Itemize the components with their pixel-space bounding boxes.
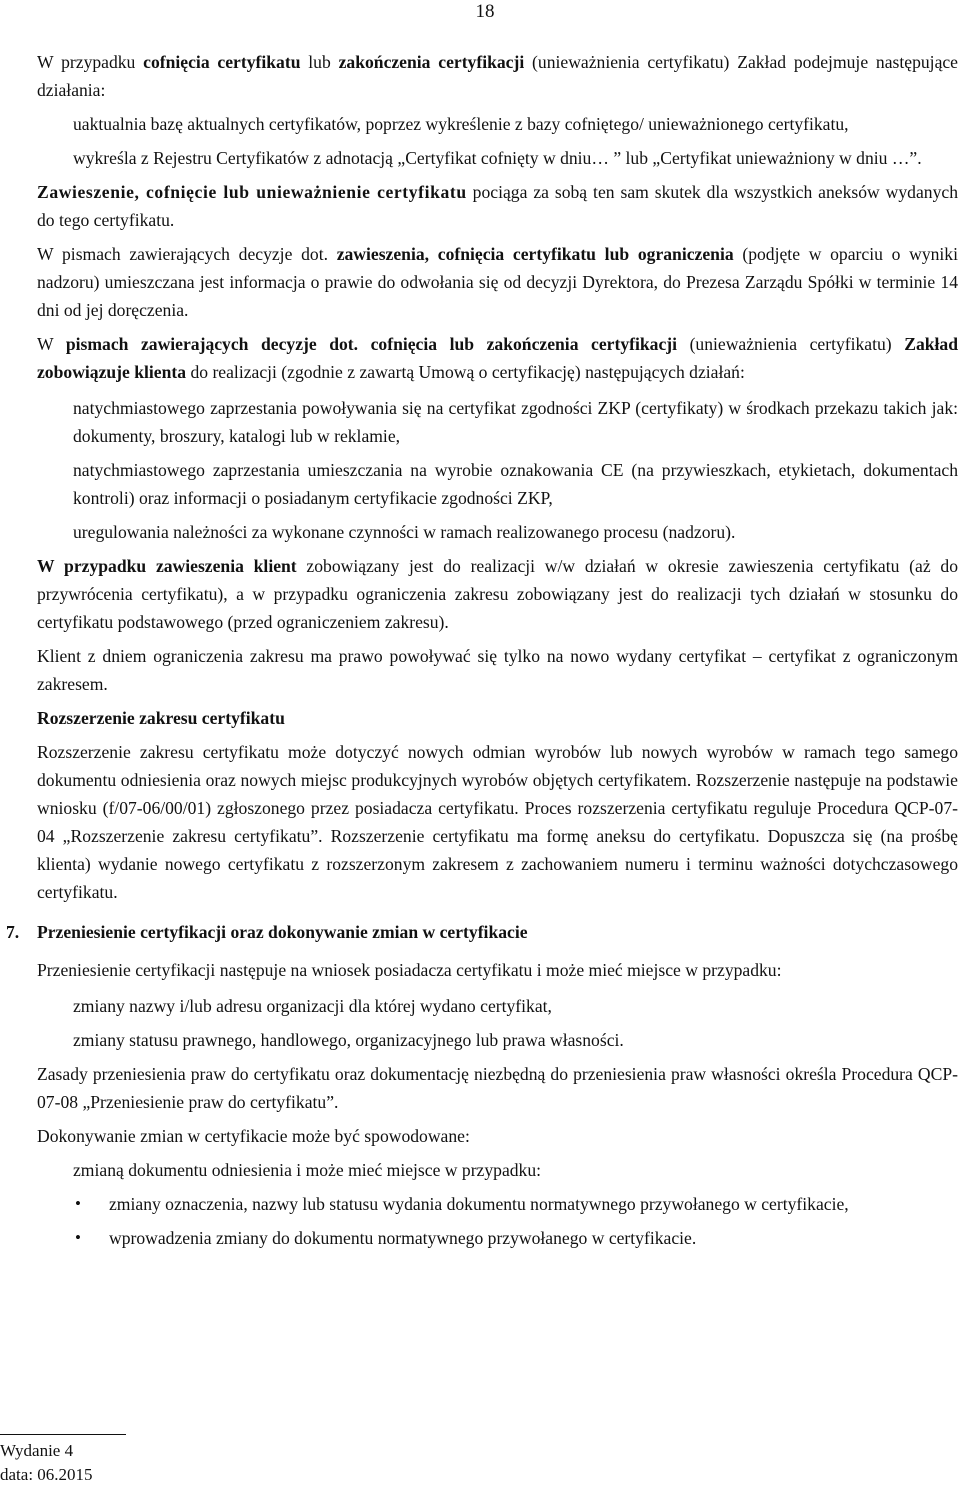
- paragraph-changes-intro: Dokonywanie zmian w certyfikacie może być spowodowane:: [37, 1126, 470, 1146]
- section-number: 7.: [6, 922, 20, 942]
- list-item: uaktualnia bazę aktualnych certyfikatów, poprzez wykreślenie z bazy cofniętego/ unieważnionego certyfikatu,: [73, 114, 849, 134]
- heading-scope-extension: Rozszerzenie zakresu certyfikatu: [37, 708, 285, 728]
- page-number: 18: [475, 1, 495, 22]
- paragraph-transfer-intro: Przeniesienie certyfikacji następuje na wniosek posiadacza certyfikatu i może mieć miejsce w przypadku:: [37, 960, 782, 980]
- list-item: • zmiany oznaczenia, nazwy lub statusu wydania dokumentu normatywnego przywołanego w certyfikacie,: [109, 1190, 958, 1218]
- section-7-heading: [6, 918, 958, 946]
- paragraph-scope-extension: Rozszerzenie zakresu certyfikatu może dotyczyć nowych odmian wyrobów lub nowych wyrobów w ramach tego samego dokumentu odniesienia oraz nowych miejsc produkcyjnych wyrobów objętych certyfikatem. Rozszerzenie następuje na podstawie wniosku (f/07-06/00/01) zgłoszonego przez posiadacza certyfikatu. Proces rozszerzenia certyfikatu reguluje Procedura QCP-07-04 „Rozszerzenie zakresu certyfikatu”. Rozszerzenie certyfikatu ma formę aneksu do certyfikatu. Dopuszcza się (na prośbę klienta) wydanie nowego certyfikatu z rozszerzonym zakresem z zachowaniem numeru i terminu ważności dotychczasowego certyfikatu.: [37, 742, 958, 902]
- paragraph-suspension-effect: Zawieszenie, cofnięcie lub unieważnienie certyfikatu pociąga za sobą ten sam skutek dla wszystkich aneksów wydanych do tego certyfikatu.: [37, 182, 958, 230]
- list-item: zmiany statusu prawnego, handlowego, organizacyjnego lub prawa własności.: [73, 1030, 624, 1050]
- document-body: [6, 48, 958, 1252]
- paragraph-transfer-rules: Zasady przeniesienia praw do certyfikatu oraz dokumentację niezbędną do przeniesienia praw własności określa Procedura QCP-07-08 „Przeniesienie praw do certyfikatu”.: [37, 1064, 958, 1112]
- list-item: uregulowania należności za wykonane czynności w ramach realizowanego procesu (nadzoru).: [73, 522, 736, 542]
- paragraph-client-obligations: W pismach zawierających decyzje dot. cofnięcia lub zakończenia certyfikacji (unieważnienia certyfikatu) Zakład zobowiązuje klienta do realizacji (zgodnie z zawartą Umową o certyfikację) następujących działań:: [37, 334, 958, 382]
- list-item: • wprowadzenia zmiany do dokumentu normatywnego przywołanego w certyfikacie.: [109, 1224, 958, 1252]
- date-label: data: 06.2015: [0, 1465, 93, 1484]
- bullet-icon: •: [75, 1228, 81, 1247]
- section-title: Przeniesienie certyfikacji oraz dokonywanie zmian w certyfikacie: [37, 922, 528, 942]
- edition-label: Wydanie 4: [0, 1441, 74, 1460]
- list-item: natychmiastowego zaprzestania umieszczania na wyrobie oznakowania CE (na przywieszkach, etykietach, dokumentach kontroli) oraz informacji o posiadanym certyfikacie zgodności ZKP,: [73, 460, 958, 508]
- paragraph-limited-scope: Klient z dniem ograniczenia zakresu ma prawo powoływać się tylko na nowo wydany certyfikat – certyfikat z ograniczonym zakresem.: [37, 646, 958, 694]
- paragraph-changes-reason: zmianą dokumentu odniesienia i może mieć miejsce w przypadku:: [73, 1160, 542, 1180]
- list-item: wykreśla z Rejestru Certyfikatów z adnotacją „Certyfikat cofnięty w dniu… ” lub „Certyfikat unieważniony w dniu …”.: [73, 148, 922, 168]
- bullet-icon: •: [75, 1194, 81, 1213]
- list-item: natychmiastowego zaprzestania powoływania się na certyfikat zgodności ZKP (certyfikaty) w środkach przekazu takich jak: dokumenty, broszury, katalogi lub w reklamie,: [73, 398, 958, 446]
- list-item: zmiany nazwy i/lub adresu organizacji dla której wydano certyfikat,: [73, 996, 552, 1016]
- bullet-list: [37, 1190, 958, 1252]
- page-footer: [0, 1434, 126, 1487]
- paragraph-revocation-intro: W przypadku cofnięcia certyfikatu lub zakończenia certyfikacji (unieważnienia certyfikatu) Zakład podejmuje następujące działania:: [37, 52, 958, 100]
- paragraph-suspension-client: W przypadku zawieszenia klient zobowiązany jest do realizacji w/w działań w okresie zawieszenia certyfikatu (aż do przywrócenia certyfikatu), a w przypadku ograniczenia zakresu zobowiązany jest do realizacji tych działań w stosunku do certyfikatu podstawowego (przed ograniczeniem zakresu).: [37, 556, 958, 632]
- paragraph-appeal-info: W pismach zawierających decyzje dot. zawieszenia, cofnięcia certyfikatu lub ograniczenia (podjęte w oparciu o wyniki nadzoru) umieszczana jest informacja o prawie do odwołania się od decyzji Dyrektora, do Prezesa Zarządu Spółki w terminie 14 dni od jej doręczenia.: [37, 244, 958, 320]
- footer-divider: [0, 1434, 126, 1435]
